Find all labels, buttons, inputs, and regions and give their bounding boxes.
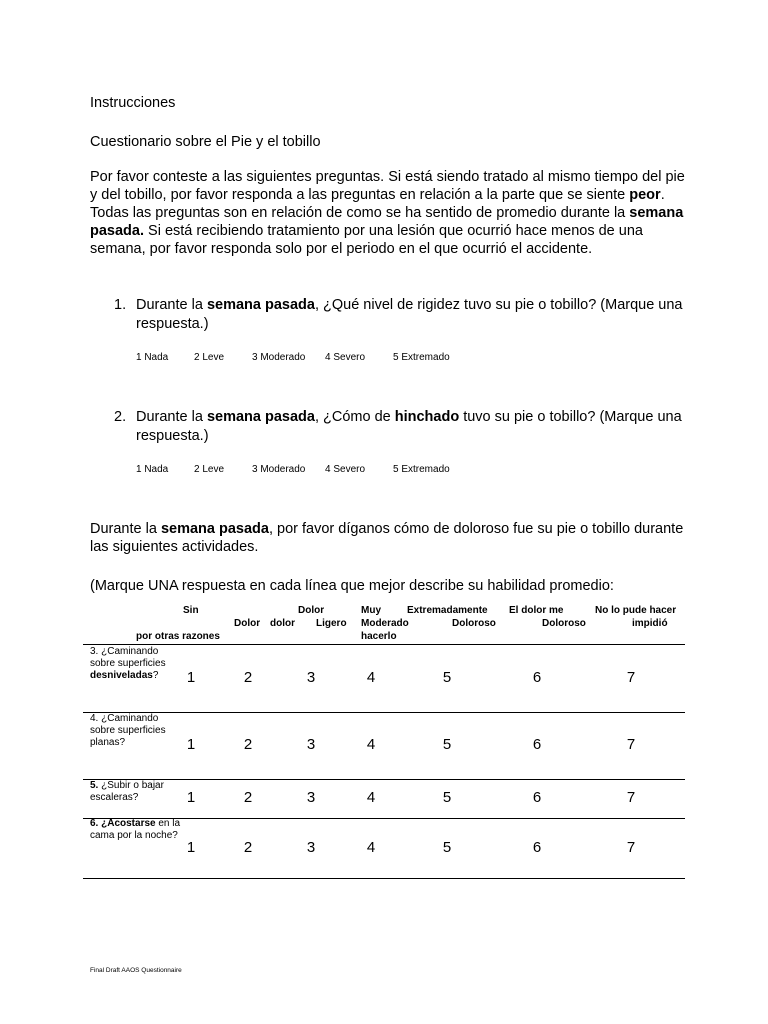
row3-value-3[interactable]: 3 — [306, 669, 316, 686]
row-label-4: 4. ¿Caminando sobre superficies planas? — [90, 713, 166, 748]
header-dolor: Dolor — [298, 605, 325, 616]
row4-value-5[interactable]: 5 — [442, 736, 452, 753]
row6-value-3[interactable]: 3 — [306, 839, 316, 856]
questionnaire-title: Cuestionario sobre el Pie y el tobillo — [90, 134, 321, 150]
question-2: 2. Durante la semana pasada, ¿Cómo de hinchado tuvo su pie o tobillo? (Marque una respuesta.) — [114, 409, 682, 444]
header-doloroso: Doloroso — [452, 618, 496, 629]
row5-value-2[interactable]: 2 — [243, 789, 253, 806]
row5-value-6[interactable]: 6 — [532, 789, 542, 806]
header-moderado: Moderado — [361, 618, 409, 629]
q2-option-5[interactable]: 5 Extremado — [393, 464, 450, 475]
row3-value-1[interactable]: 1 — [186, 669, 196, 686]
row5-value-1[interactable]: 1 — [186, 789, 196, 806]
row3-value-7[interactable]: 7 — [626, 669, 636, 686]
header-por-otras-razones: por otras razones — [136, 631, 220, 642]
header-no-lo-pude: No lo pude hacer — [595, 605, 677, 616]
row4-value-7[interactable]: 7 — [626, 736, 636, 753]
row3-value-5[interactable]: 5 — [442, 669, 452, 686]
question-1: 1. Durante la semana pasada, ¿Qué nivel de rigidez tuvo su pie o tobillo? (Marque una respuesta.) — [114, 297, 683, 332]
row5-value-4[interactable]: 4 — [366, 789, 376, 806]
header-dolor-2: Dolor — [234, 618, 261, 629]
header-sin: Sin — [183, 605, 199, 616]
row5-value-7[interactable]: 7 — [626, 789, 636, 806]
page-heading: Instrucciones — [90, 95, 176, 111]
header-impidio: impidió — [632, 618, 668, 629]
header-extremadamente: Extremadamente — [407, 605, 488, 616]
row6-value-7[interactable]: 7 — [626, 839, 636, 856]
row6-value-6[interactable]: 6 — [532, 839, 542, 856]
row-label-6: 6. ¿Acostarse en la cama por la noche? — [90, 818, 181, 841]
row4-value-2[interactable]: 2 — [243, 736, 253, 753]
header-doloroso-2: Doloroso — [542, 618, 586, 629]
header-muy: Muy — [361, 605, 381, 616]
header-dolor-3: dolor — [270, 618, 295, 629]
q2-option-2[interactable]: 2 Leve — [194, 464, 225, 475]
header-ligero: Ligero — [316, 618, 347, 629]
q2-option-4[interactable]: 4 Severo — [325, 464, 366, 475]
row5-value-3[interactable]: 3 — [306, 789, 316, 806]
row-label-5: 5. ¿Subir o bajar escaleras? — [90, 780, 164, 803]
row-label-3: 3. ¿Caminando sobre superficies desniveladas? — [90, 646, 166, 681]
table-line-top — [83, 644, 685, 645]
q1-option-3[interactable]: 3 Moderado — [252, 352, 306, 363]
row3-value-2[interactable]: 2 — [243, 669, 253, 686]
row5-value-5[interactable]: 5 — [442, 789, 452, 806]
row6-value-5[interactable]: 5 — [442, 839, 452, 856]
activities-intro: Durante la semana pasada, por favor díganos cómo de doloroso fue su pie o tobillo durante las siguientes actividades. — [90, 521, 684, 555]
footer-text: Final Draft AAOS Questionnaire — [90, 967, 182, 974]
q1-option-2[interactable]: 2 Leve — [194, 352, 225, 363]
table-line-bottom — [83, 878, 685, 879]
row6-value-4[interactable]: 4 — [366, 839, 376, 856]
q1-option-4[interactable]: 4 Severo — [325, 352, 366, 363]
instruction-line: (Marque UNA respuesta en cada línea que mejor describe su habilidad promedio: — [90, 578, 614, 594]
row3-value-4[interactable]: 4 — [366, 669, 376, 686]
q1-option-1[interactable]: 1 Nada — [136, 352, 169, 363]
header-el-dolor-me: El dolor me — [509, 605, 564, 616]
row4-value-3[interactable]: 3 — [306, 736, 316, 753]
q2-option-1[interactable]: 1 Nada — [136, 464, 169, 475]
row6-value-2[interactable]: 2 — [243, 839, 253, 856]
q2-option-3[interactable]: 3 Moderado — [252, 464, 306, 475]
row6-value-1[interactable]: 1 — [186, 839, 196, 856]
row4-value-6[interactable]: 6 — [532, 736, 542, 753]
row4-value-1[interactable]: 1 — [186, 736, 196, 753]
q1-option-5[interactable]: 5 Extremado — [393, 352, 450, 363]
row3-value-6[interactable]: 6 — [532, 669, 542, 686]
header-hacerlo: hacerlo — [361, 631, 397, 642]
intro-paragraph: Por favor conteste a las siguientes preguntas. Si está siendo tratado al mismo tiempo del pie y del tobillo, por favor responda a las preguntas en relación a la parte que se siente peor. Todas las preguntas son en relación de como se ha sentido de promedio durante la semana pasada. Si está recibiendo tratamiento por una lesión que ocurrió hace menos de una semana, por favor responda solo por el periodo en el que ocurrió el accidente. — [90, 169, 685, 257]
row4-value-4[interactable]: 4 — [366, 736, 376, 753]
